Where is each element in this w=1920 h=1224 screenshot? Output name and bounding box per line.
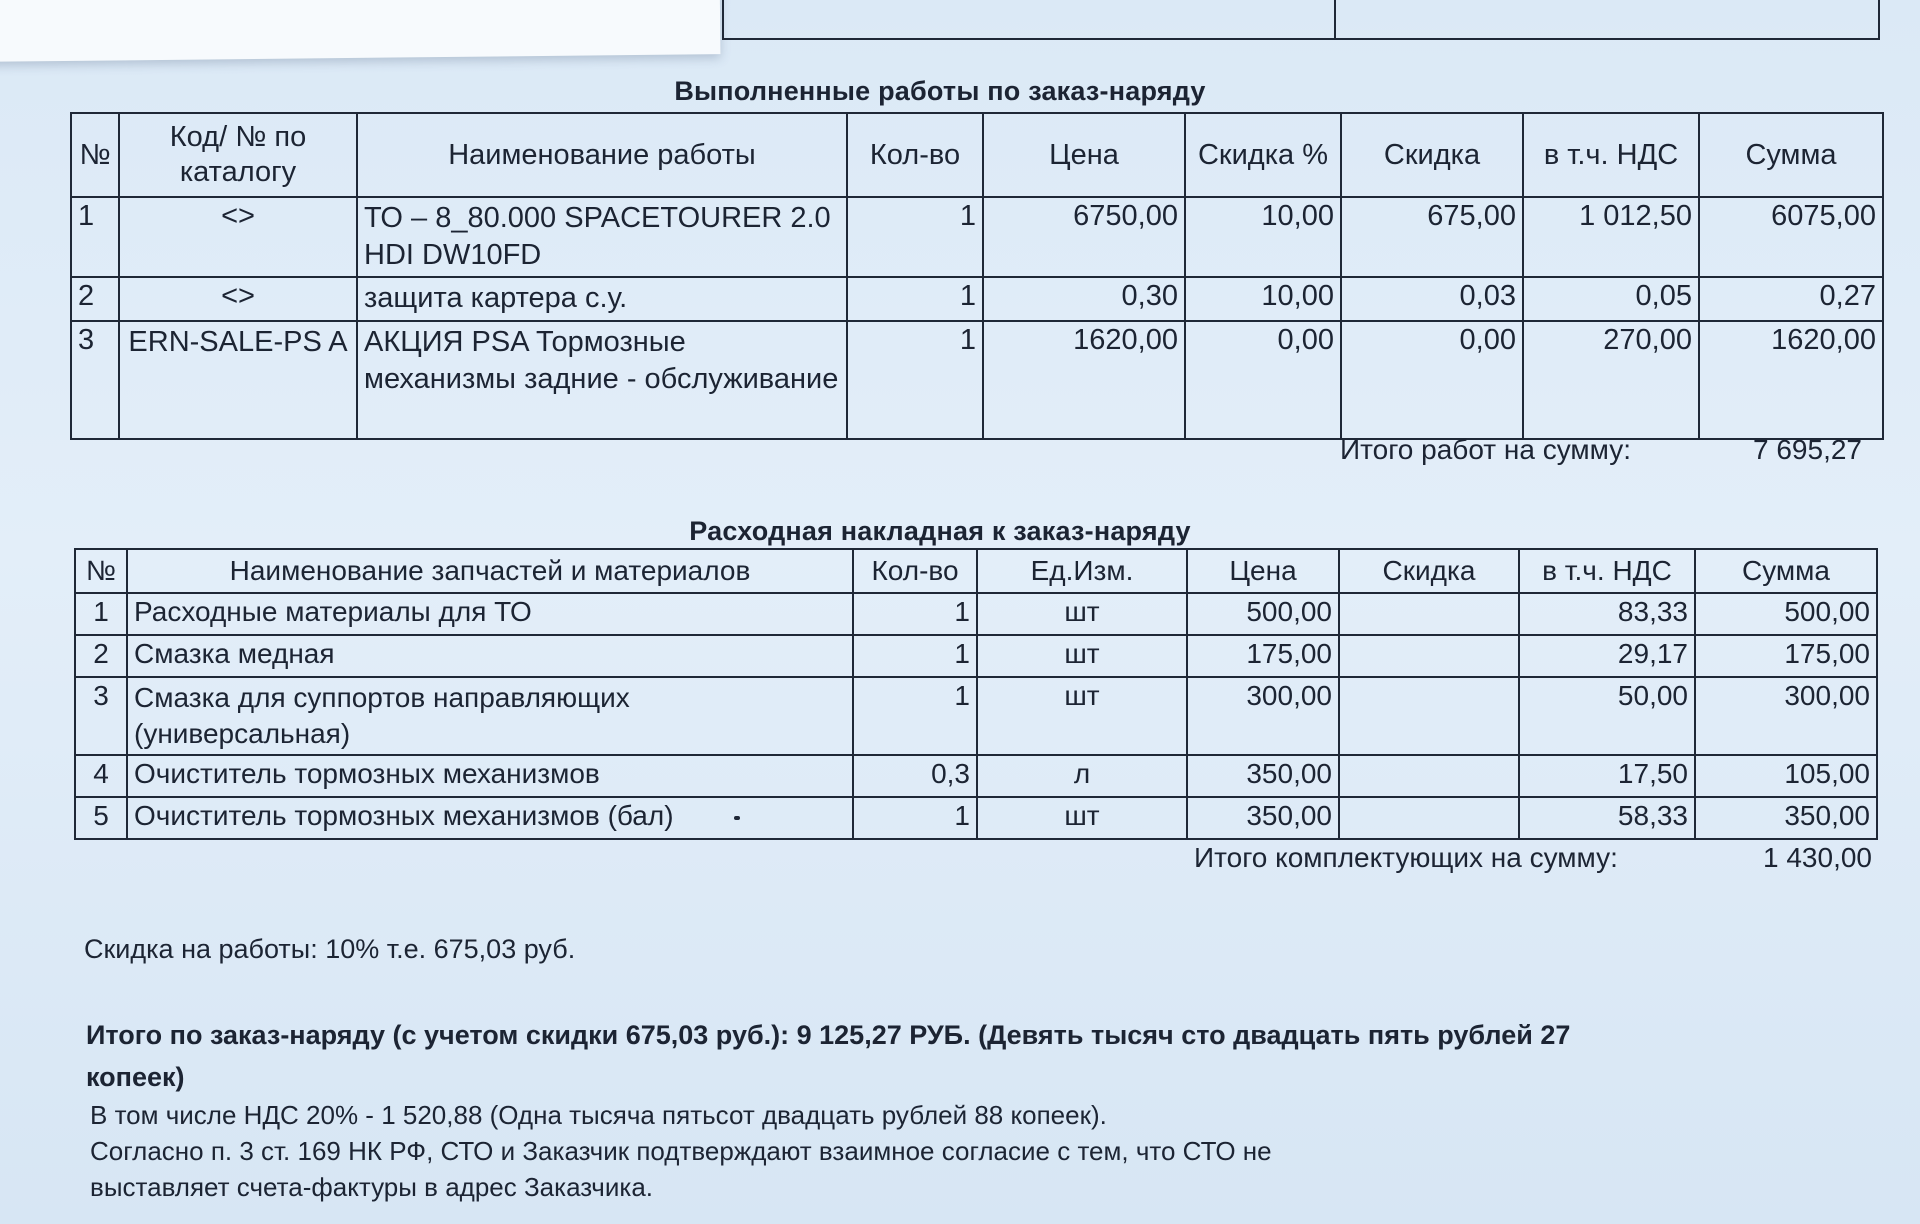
part-discount xyxy=(1339,797,1519,839)
part-name-cell xyxy=(127,797,853,839)
works-col-sum: Сумма xyxy=(1699,113,1883,197)
table-row xyxy=(71,197,1883,277)
works-col-name: Наименование работы xyxy=(357,113,847,197)
previous-table-divider xyxy=(1334,0,1336,38)
part-qty: 1 xyxy=(853,677,977,755)
parts-total-value: 1 430,00 xyxy=(1763,842,1872,873)
works-table xyxy=(70,112,1884,440)
part-vat: 50,00 xyxy=(1519,677,1695,755)
parts-header-row xyxy=(75,549,1877,593)
part-vat: 83,33 xyxy=(1519,593,1695,635)
work-code: <> xyxy=(119,197,357,277)
part-unit: шт xyxy=(977,677,1187,755)
part-price: 500,00 xyxy=(1187,593,1339,635)
work-price: 1620,00 xyxy=(983,321,1185,439)
work-name: защита картера с.у. xyxy=(357,277,847,321)
work-sum: 1620,00 xyxy=(1699,321,1883,439)
part-price: 175,00 xyxy=(1187,635,1339,677)
pen-mark xyxy=(734,816,740,820)
work-discount: 675,00 xyxy=(1341,197,1523,277)
part-price: 350,00 xyxy=(1187,755,1339,797)
part-name: Расходные материалы для ТО xyxy=(127,593,853,635)
parts-col-name: Наименование запчастей и материалов xyxy=(127,549,853,593)
parts-col-unit: Ед.Изм. xyxy=(977,549,1187,593)
part-num: 3 xyxy=(75,677,127,755)
part-qty: 1 xyxy=(853,593,977,635)
parts-table xyxy=(74,548,1878,840)
part-sum: 105,00 xyxy=(1695,755,1877,797)
parts-total xyxy=(1194,842,1872,878)
parts-col-price: Цена xyxy=(1187,549,1339,593)
work-code: <> xyxy=(119,277,357,321)
works-col-discount-pct: Скидка % xyxy=(1185,113,1341,197)
part-discount xyxy=(1339,635,1519,677)
table-row xyxy=(75,593,1877,635)
part-discount xyxy=(1339,755,1519,797)
part-qty: 1 xyxy=(853,797,977,839)
works-col-num: № xyxy=(71,113,119,197)
part-name: Смазка для суппортов направляющих (универсальная) xyxy=(127,677,853,755)
works-col-vat: в т.ч. НДС xyxy=(1523,113,1699,197)
work-num: 3 xyxy=(71,321,119,439)
works-total-label: Итого работ на сумму: xyxy=(1340,434,1631,465)
part-name: Очиститель тормозных механизмов xyxy=(127,755,853,797)
works-col-qty: Кол-во xyxy=(847,113,983,197)
table-row xyxy=(75,755,1877,797)
vat-line: В том числе НДС 20% - 1 520,88 (Одна тысяча пятьсот двадцать рублей 88 копеек). xyxy=(90,1100,1107,1130)
previous-table-bottom xyxy=(722,0,1880,40)
work-qty: 1 xyxy=(847,321,983,439)
table-row xyxy=(75,797,1877,839)
part-sum: 500,00 xyxy=(1695,593,1877,635)
part-name: Смазка медная xyxy=(127,635,853,677)
part-discount xyxy=(1339,593,1519,635)
part-unit: шт xyxy=(977,635,1187,677)
part-price: 350,00 xyxy=(1187,797,1339,839)
grand-total-line2: копеек) xyxy=(86,1062,185,1092)
works-header-row xyxy=(71,113,1883,197)
part-num: 1 xyxy=(75,593,127,635)
work-discount-pct: 10,00 xyxy=(1185,197,1341,277)
part-name: Очиститель тормозных механизмов (бал) xyxy=(134,800,674,831)
work-vat: 0,05 xyxy=(1523,277,1699,321)
part-price: 300,00 xyxy=(1187,677,1339,755)
parts-section-title: Расходная накладная к заказ-наряду xyxy=(689,516,1191,546)
work-discount: 0,00 xyxy=(1341,321,1523,439)
parts-total-label: Итого комплектующих на сумму: xyxy=(1194,842,1618,873)
grand-total-line1: Итого по заказ-наряду (с учетом скидки 675,03 руб.): 9 125,27 РУБ. (Девять тысяч сто двадцать пять рублей 27 xyxy=(86,1020,1571,1050)
table-row xyxy=(71,321,1883,439)
part-num: 5 xyxy=(75,797,127,839)
work-name: ТО – 8_80.000 SPACETOURER 2.0 HDI DW10FD xyxy=(357,197,847,277)
work-sum: 0,27 xyxy=(1699,277,1883,321)
part-vat: 29,17 xyxy=(1519,635,1695,677)
works-total xyxy=(1340,434,1862,470)
work-num: 2 xyxy=(71,277,119,321)
parts-col-num: № xyxy=(75,549,127,593)
work-sum: 6075,00 xyxy=(1699,197,1883,277)
part-vat: 17,50 xyxy=(1519,755,1695,797)
work-vat: 1 012,50 xyxy=(1523,197,1699,277)
works-col-price: Цена xyxy=(983,113,1185,197)
work-price: 6750,00 xyxy=(983,197,1185,277)
table-row xyxy=(71,277,1883,321)
part-sum: 350,00 xyxy=(1695,797,1877,839)
work-qty: 1 xyxy=(847,197,983,277)
work-discount: 0,03 xyxy=(1341,277,1523,321)
work-qty: 1 xyxy=(847,277,983,321)
part-qty: 0,3 xyxy=(853,755,977,797)
work-name: АКЦИЯ PSA Тормозные механизмы задние - обслуживание xyxy=(357,321,847,439)
work-code: ERN-SALE-PS A xyxy=(119,321,357,439)
work-vat: 270,00 xyxy=(1523,321,1699,439)
table-row xyxy=(75,635,1877,677)
works-section-title: Выполненные работы по заказ-наряду xyxy=(674,76,1206,106)
parts-col-sum: Сумма xyxy=(1695,549,1877,593)
works-col-discount: Скидка xyxy=(1341,113,1523,197)
part-sum: 175,00 xyxy=(1695,635,1877,677)
part-qty: 1 xyxy=(853,635,977,677)
work-discount-pct: 0,00 xyxy=(1185,321,1341,439)
legal-line1: Согласно п. 3 ст. 169 НК РФ, СТО и Заказчик подтверждают взаимное согласие с тем, что СТО не xyxy=(90,1136,1272,1166)
part-sum: 300,00 xyxy=(1695,677,1877,755)
table-row xyxy=(75,677,1877,755)
works-total-value: 7 695,27 xyxy=(1753,434,1862,465)
legal-line2: выставляет счета-фактуры в адрес Заказчика. xyxy=(90,1172,653,1202)
part-vat: 58,33 xyxy=(1519,797,1695,839)
part-num: 2 xyxy=(75,635,127,677)
part-unit: л xyxy=(977,755,1187,797)
work-num: 1 xyxy=(71,197,119,277)
part-discount xyxy=(1339,677,1519,755)
parts-col-qty: Кол-во xyxy=(853,549,977,593)
overlapping-paper-sheet xyxy=(0,0,720,62)
part-num: 4 xyxy=(75,755,127,797)
work-price: 0,30 xyxy=(983,277,1185,321)
work-discount-pct: 10,00 xyxy=(1185,277,1341,321)
part-unit: шт xyxy=(977,593,1187,635)
parts-col-discount: Скидка xyxy=(1339,549,1519,593)
part-unit: шт xyxy=(977,797,1187,839)
discount-note: Скидка на работы: 10% т.е. 675,03 руб. xyxy=(84,934,576,964)
parts-col-vat: в т.ч. НДС xyxy=(1519,549,1695,593)
works-col-code: Код/ № по каталогу xyxy=(119,113,357,197)
